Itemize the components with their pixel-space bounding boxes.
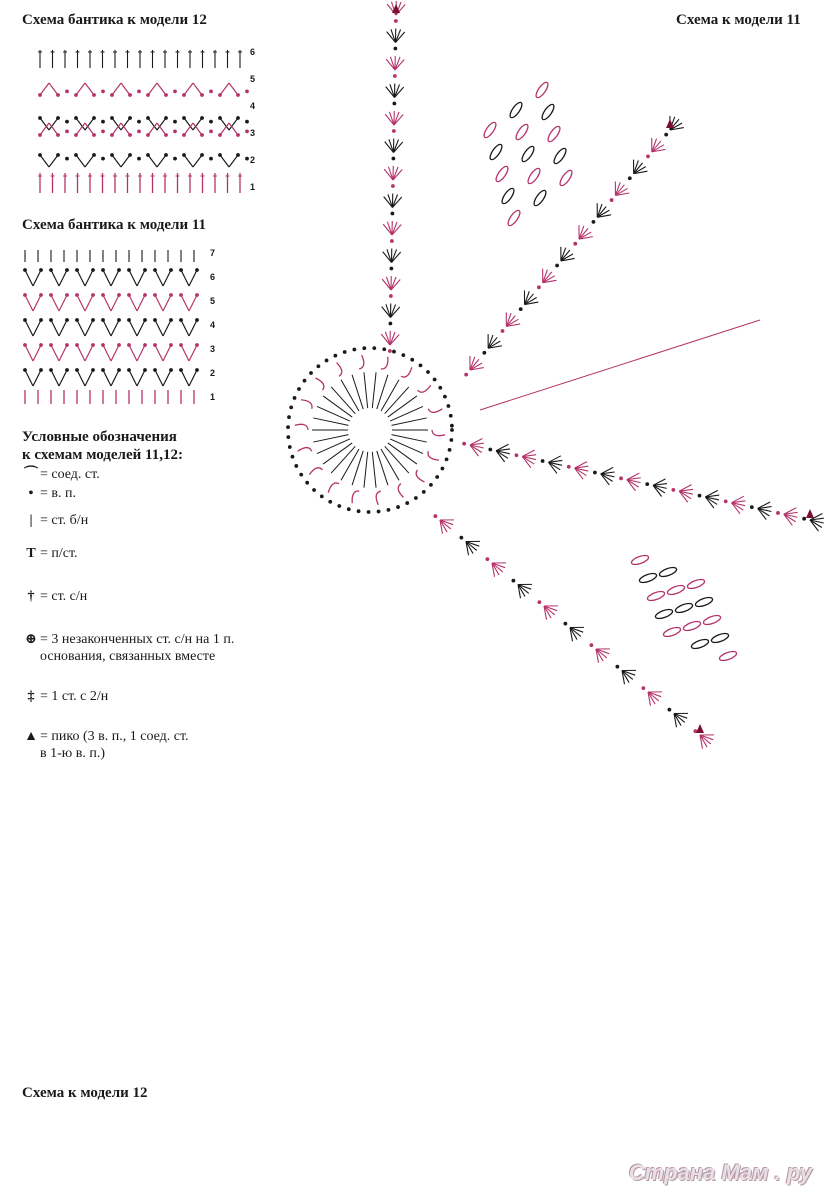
half-double-icon: T [26,546,36,561]
legend-item-chain: • = в. п. [22,485,76,502]
bow12-title: Схема бантика к модели 12 [22,12,207,28]
bow11-row-number: 7 [210,248,216,258]
bow11-row-number: 3 [210,344,216,354]
bow12-row-number: 3 [250,128,256,138]
cluster-icon: ⊕ [25,632,37,647]
watermark-logo: Страна Мам . ру [628,1160,812,1185]
bow11-row-number: 5 [210,296,216,306]
legend-item-half-double: T = п/ст. [22,545,78,562]
picot-icon: ▲ [24,729,38,744]
bow11-title: Схема бантика к модели 11 [22,217,207,233]
legend-item-slip-stitch: ⌒ = соед. ст. [24,467,100,482]
single-crochet-icon: | [29,513,33,528]
legend-item-picot: ▲ = пико (3 в. п., 1 соед. ст. в 1-ю в. п.) [22,728,189,762]
bow11-row-number: 6 [210,272,216,282]
legend-heading-line1: Условные обозначения [22,429,177,445]
legend-item-single-crochet: | = ст. б/н [22,512,88,529]
double-crochet-icon: † [27,589,35,604]
model11-chart [286,1,824,749]
bow12-row-number: 5 [250,74,256,84]
bow12-row-number: 2 [250,155,256,165]
bow12-row-number: 1 [250,182,256,192]
legend-item-cluster: ⊕ = 3 незаконченных ст. с/н на 1 п. основания, связанных вместе [22,631,234,665]
legend-heading-line2: к схемам моделей 11,12: [22,447,183,463]
bow11-chart [23,248,215,404]
model11-title: Схема к модели 11 [676,12,801,28]
treble-icon: ‡ [27,689,35,704]
chain-icon: • [28,486,34,501]
bow12-row-number: 6 [250,47,256,57]
slip-stitch-icon: ⌒ [24,467,38,482]
bow11-row-number: 1 [210,392,216,402]
legend-item-treble: ‡ = 1 ст. с 2/н [22,688,108,705]
bow11-row-number: 2 [210,368,216,378]
bow11-row-number: 4 [210,320,216,330]
bow12-chart [38,47,255,193]
bow12-row-number: 4 [250,101,256,111]
model12-title: Схема к модели 12 [22,1085,148,1101]
legend-item-double-crochet: † = ст. с/н [22,588,87,605]
